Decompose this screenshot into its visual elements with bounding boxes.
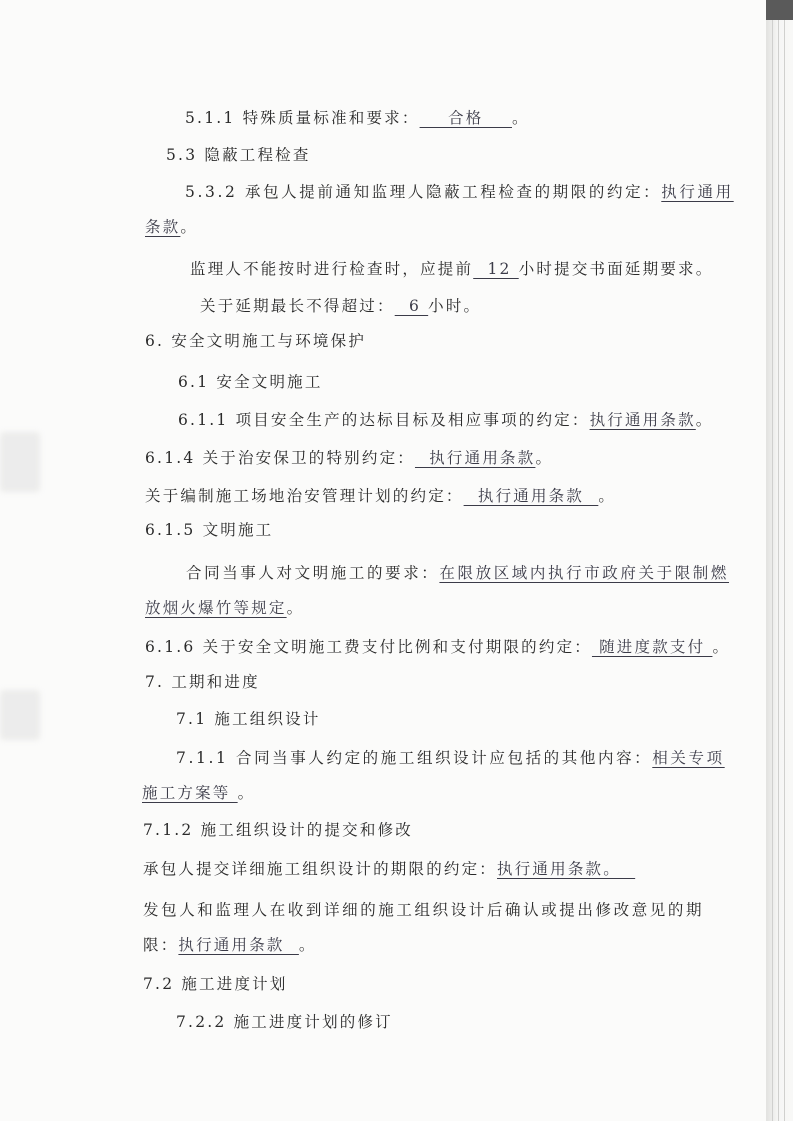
line-text: 7. 工期和进度 bbox=[145, 673, 260, 691]
line-text: 7.1 施工组织设计 bbox=[176, 710, 321, 728]
line-end-text: 。 bbox=[695, 411, 714, 429]
text-line bbox=[145, 637, 730, 657]
text-line bbox=[143, 820, 413, 840]
text-line bbox=[185, 108, 530, 128]
line-end-text: 小时。 bbox=[428, 297, 482, 315]
line-text: 6. 安全文明施工与环境保护 bbox=[145, 332, 367, 350]
filled-value: 12 bbox=[473, 260, 519, 278]
text-line bbox=[166, 145, 311, 165]
line-text: 发包人和监理人在收到详细的施工组织设计后确认或提出修改意见的期 bbox=[143, 901, 705, 919]
filled-value: 执行通用 bbox=[661, 183, 734, 201]
text-line bbox=[143, 859, 635, 879]
line-end-text: 小时提交书面延期要求。 bbox=[518, 260, 714, 278]
scan-artifact bbox=[0, 690, 40, 740]
line-end-text: 。 bbox=[298, 936, 317, 954]
filled-value: 6 bbox=[394, 297, 429, 315]
line-text: 6.1 安全文明施工 bbox=[178, 373, 323, 391]
filled-value: 施工方案等 bbox=[142, 784, 238, 802]
line-text: 7.1.1 合同当事人约定的施工组织设计应包括的其他内容： bbox=[176, 749, 653, 767]
line-text: 6.1.1 项目安全生产的达标目标及相应事项的约定： bbox=[178, 411, 590, 429]
text-line bbox=[185, 182, 733, 202]
filled-value: 相关专项 bbox=[652, 749, 725, 767]
line-text: 关于编制施工场地治安管理计划的约定： bbox=[145, 487, 464, 505]
line-text: 限： bbox=[143, 936, 179, 954]
filled-value: 条款 bbox=[145, 218, 181, 236]
text-line bbox=[145, 448, 553, 468]
text-line bbox=[178, 410, 713, 430]
text-line bbox=[143, 900, 723, 920]
line-text: 5.1.1 特殊质量标准和要求： bbox=[185, 109, 420, 127]
text-line bbox=[142, 783, 255, 803]
line-text: 合同当事人对文明施工的要求： bbox=[186, 564, 440, 582]
scan-artifact bbox=[0, 432, 40, 492]
line-text: 6.1.4 关于治安保卫的特别约定： bbox=[145, 449, 415, 467]
line-text: 5.3 隐蔽工程检查 bbox=[166, 146, 311, 164]
line-text: 7.1.2 施工组织设计的提交和修改 bbox=[143, 821, 413, 839]
page-edge-line bbox=[778, 20, 779, 1121]
page-edge-shadow bbox=[766, 0, 793, 1121]
text-line bbox=[176, 748, 724, 768]
text-line bbox=[145, 598, 304, 618]
text-line bbox=[176, 1012, 393, 1032]
filled-value: 执行通用条款 bbox=[589, 411, 696, 429]
filled-value: 合格 bbox=[419, 109, 512, 127]
text-line bbox=[176, 709, 321, 729]
text-line bbox=[186, 563, 730, 583]
page-edge-line bbox=[784, 20, 785, 1121]
filled-value: 执行通用条款 bbox=[178, 936, 299, 954]
line-text: 6.1.5 文明施工 bbox=[145, 521, 274, 539]
filled-value: 随进度款支付 bbox=[591, 638, 713, 656]
text-line bbox=[143, 935, 317, 955]
line-end-text: 。 bbox=[712, 638, 731, 656]
filled-value: 放烟火爆竹等规定 bbox=[145, 599, 287, 617]
filled-value: 执行通用条款。 bbox=[497, 860, 636, 878]
filled-value: 执行通用条款 bbox=[414, 449, 536, 467]
line-text: 关于延期最长不得超过： bbox=[200, 297, 395, 315]
line-text: 6.1.6 关于安全文明施工费支付比例和支付期限的约定： bbox=[145, 638, 592, 656]
line-end-text: 。 bbox=[237, 784, 256, 802]
line-end-text: 。 bbox=[286, 599, 305, 617]
text-line bbox=[145, 331, 366, 351]
line-end-text: 。 bbox=[180, 218, 199, 236]
line-text: 5.3.2 承包人提前通知监理人隐蔽工程检查的期限的约定： bbox=[185, 183, 662, 201]
text-line bbox=[145, 672, 260, 692]
text-line bbox=[190, 259, 713, 279]
scan-corner bbox=[766, 0, 793, 20]
text-line bbox=[145, 217, 198, 237]
text-line bbox=[178, 372, 323, 392]
line-text: 7.2.2 施工进度计划的修订 bbox=[176, 1013, 393, 1031]
text-line bbox=[143, 974, 288, 994]
filled-value: 在限放区域内执行市政府关于限制燃 bbox=[439, 564, 730, 582]
line-text: 7.2 施工进度计划 bbox=[143, 975, 288, 993]
line-end-text: 。 bbox=[535, 449, 554, 467]
line-end-text: 。 bbox=[598, 487, 617, 505]
filled-value: 执行通用条款 bbox=[463, 487, 599, 505]
line-text: 监理人不能按时进行检查时，应提前 bbox=[190, 260, 474, 278]
line-end-text: 。 bbox=[512, 109, 530, 127]
text-line bbox=[145, 486, 616, 506]
text-line bbox=[200, 296, 481, 316]
page-edge-line bbox=[772, 20, 773, 1121]
text-line bbox=[145, 520, 273, 540]
line-text: 承包人提交详细施工组织设计的期限的约定： bbox=[143, 860, 498, 878]
